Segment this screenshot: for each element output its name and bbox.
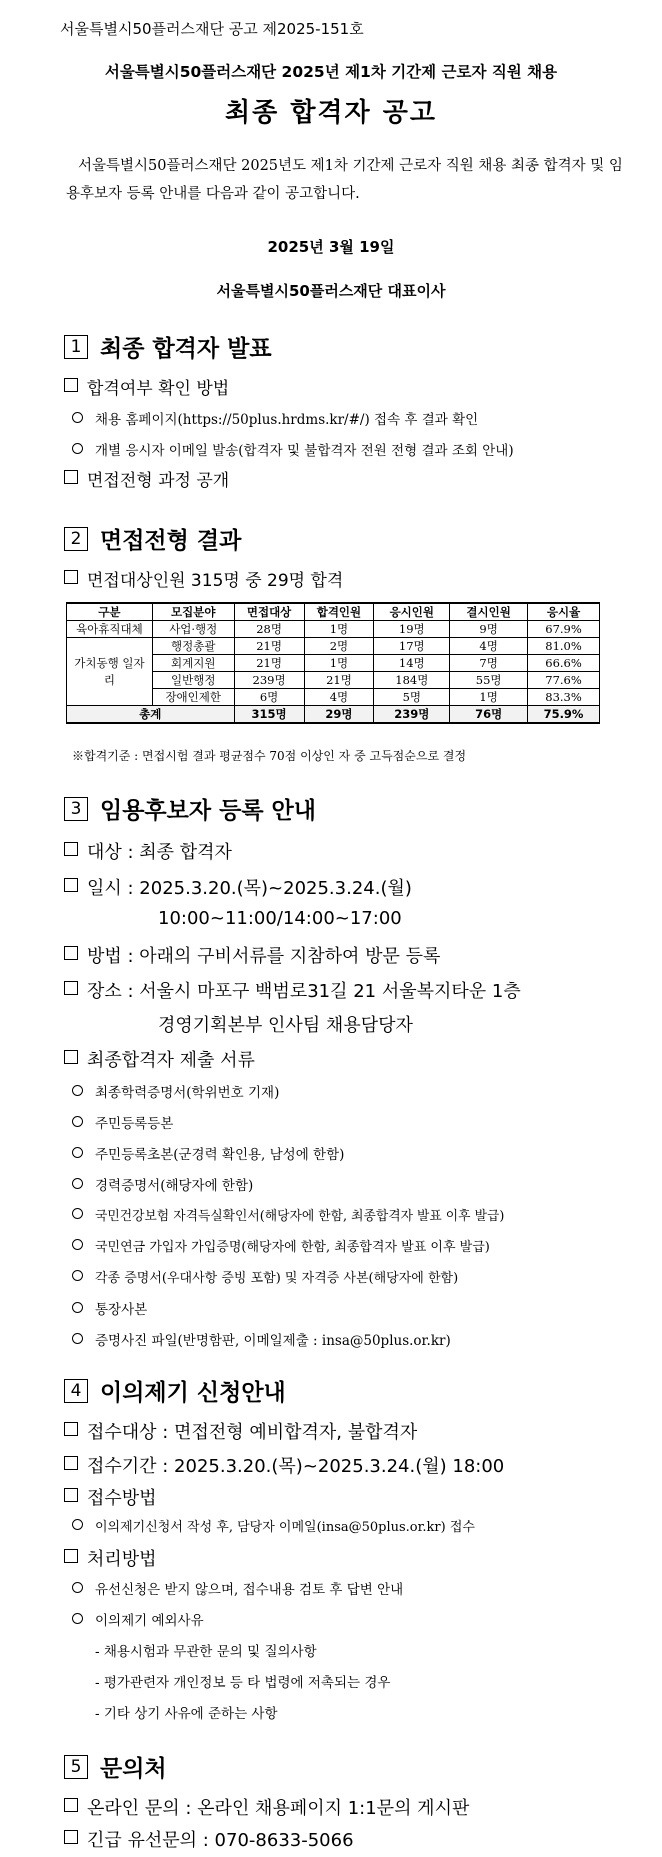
checkbox-icon: [64, 878, 78, 892]
table-header-cell: 구분: [67, 603, 153, 621]
section3-target: 대상 : 최종 합격자: [64, 838, 232, 864]
group-label: 육아휴직대체: [67, 621, 153, 638]
pass-criteria-note: ※합격기준 : 면접시험 결과 평균점수 70점 이상인 자 중 고득점순으로 결정: [72, 749, 467, 763]
section5-heading: [64, 1750, 167, 1783]
exception-item: - 기타 상기 사유에 준하는 사항: [95, 1706, 278, 1722]
section1-sub2: 개별 응시자 이메일 발송(합격자 및 불합격자 전원 전형 결과 조회 안내): [72, 439, 514, 459]
section2-item1: 면접대상인원 315명 중 29명 합격: [64, 566, 343, 591]
signer: 서울특별시50플러스재단 대표이사: [216, 282, 446, 300]
notice-number: 서울특별시50플러스재단 공고 제2025-151호: [60, 20, 364, 38]
section3-heading: [64, 792, 316, 825]
checkbox-icon: [64, 1549, 78, 1563]
doc-item: 국민연금 가입자 가입증명(해당자에 한함, 최종합격자 발표 이후 발급): [72, 1236, 490, 1255]
section4-process-sub2: 이의제기 예외사유: [72, 1609, 204, 1629]
section1-item2: 면접전형 과정 공개: [64, 466, 229, 491]
exception-item: - 채용시험과 무관한 문의 및 질의사항: [95, 1644, 317, 1660]
table-header-cell: 응시인원: [374, 603, 450, 621]
table-header-cell: 결시인원: [450, 603, 528, 621]
intro-text: 서울특별시50플러스재단 2025년도 제1차 기간제 근로자 직원 채용 최종 합격자 및 임용후보자 등록 안내를 다음과 같이 공고합니다.: [66, 158, 623, 202]
doc-item: 주민등록초본(군경력 확인용, 남성에 한함): [72, 1143, 344, 1163]
checkbox-icon: [64, 981, 78, 995]
doc-item: 주민등록등본: [72, 1112, 173, 1132]
checkbox-icon: [64, 570, 78, 584]
checkbox-icon: [64, 1050, 78, 1064]
section-title: 최종 합격자 발표: [100, 336, 272, 362]
circle-bullet-icon: [72, 1582, 83, 1593]
circle-bullet-icon: [72, 412, 83, 423]
table-header-cell: 합격인원: [304, 603, 374, 621]
checkbox-icon: [64, 946, 78, 960]
section-number: 3: [64, 797, 88, 821]
table-header-cell: 응시율: [528, 603, 600, 621]
section-number: 4: [64, 1379, 88, 1403]
table-row: 장애인제한 6명 4명 5명 1명 83.3%: [67, 689, 600, 706]
circle-bullet-icon: [72, 1613, 83, 1624]
checkbox-icon: [64, 1488, 78, 1502]
checkbox-icon: [64, 1830, 78, 1844]
section4-period: 접수기간 : 2025.3.20.(목)~2025.3.24.(월) 18:00: [64, 1452, 504, 1478]
section3-method: 방법 : 아래의 구비서류를 지참하여 방문 등록: [64, 942, 440, 968]
title-line1: 서울특별시50플러스재단 2025년 제1차 기간제 근로자 직원 채용: [104, 63, 558, 81]
circle-bullet-icon: [72, 1085, 83, 1096]
table-row: 가치동행 일자리 행정총괄 21명 2명 17명 4명 81.0%: [67, 638, 600, 655]
checkbox-icon: [64, 470, 78, 484]
table-row: 회계지원 21명 1명 14명 7명 66.6%: [67, 655, 600, 672]
section-number: 5: [64, 1755, 88, 1779]
table-header-row: [67, 603, 600, 621]
section4-method-title: 접수방법: [64, 1484, 157, 1510]
circle-bullet-icon: [72, 1147, 83, 1158]
table-header-cell: 모집분야: [152, 603, 234, 621]
section-title: 이의제기 신청안내: [100, 1380, 286, 1406]
section4-process-title: 처리방법: [64, 1545, 157, 1571]
section4-target: 접수대상 : 면접전형 예비합격자, 불합격자: [64, 1418, 417, 1444]
section3-place: 장소 : 서울시 마포구 백범로31길 21 서울복지타운 1층: [64, 977, 521, 1003]
table-row: 육아휴직대체 사업·행정 28명 1명 19명 9명 67.9%: [67, 621, 600, 638]
section3-docs-title: 최종합격자 제출 서류: [64, 1046, 255, 1072]
interview-result-table: [66, 602, 600, 724]
exception-item: - 평가관련자 개인정보 등 타 법령에 저촉되는 경우: [95, 1675, 391, 1691]
doc-item: 각종 증명서(우대사항 증빙 포함) 및 자격증 사본(해당자에 한함): [72, 1267, 458, 1286]
section3-when: 일시 : 2025.3.20.(목)~2025.3.24.(월): [64, 874, 412, 900]
notice-date: 2025년 3월 19일: [267, 238, 395, 256]
circle-bullet-icon: [72, 1270, 83, 1281]
section-number: 1: [64, 335, 88, 359]
circle-bullet-icon: [72, 1519, 83, 1530]
circle-bullet-icon: [72, 1333, 83, 1344]
section3-place-detail: 경영기획본부 인사팀 채용담당자: [158, 1015, 413, 1036]
table-header-cell: 면접대상: [234, 603, 304, 621]
checkbox-icon: [64, 1798, 78, 1812]
checkbox-icon: [64, 842, 78, 856]
checkbox-icon: [64, 1422, 78, 1436]
section-title: 임용후보자 등록 안내: [100, 798, 316, 824]
section2-heading: [64, 522, 241, 555]
checkbox-icon: [64, 378, 78, 392]
doc-item: 경력증명서(해당자에 한함): [72, 1174, 253, 1194]
section1-sub1: 채용 홈페이지(https://50plus.hrdms.kr/#/) 접속 후 결과 확인: [72, 408, 478, 428]
circle-bullet-icon: [72, 443, 83, 454]
doc-item: 증명사진 파일(반명함판, 이메일제출 : insa@50plus.or.kr): [72, 1329, 451, 1349]
group-label: 가치동행 일자리: [67, 638, 153, 706]
total-label: 총계: [67, 706, 235, 724]
section-title: 문의처: [100, 1756, 167, 1782]
table-total-row: 총계 315명 29명 239명 76명 75.9%: [67, 706, 600, 724]
section-title: 면접전형 결과: [100, 528, 242, 554]
section1-item1: 합격여부 확인 방법: [64, 374, 229, 399]
section-number: 2: [64, 527, 88, 551]
section4-process-sub1: 유선신청은 받지 않으며, 접수내용 검토 후 답변 안내: [72, 1578, 403, 1598]
doc-item: 국민건강보험 자격득실확인서(해당자에 한함, 최종합격자 발표 이후 발급): [72, 1205, 504, 1224]
section4-heading: [64, 1374, 286, 1407]
circle-bullet-icon: [72, 1208, 83, 1219]
circle-bullet-icon: [72, 1302, 83, 1313]
section4-method-sub: 이의제기신청서 작성 후, 담당자 이메일(insa@50plus.or.kr) 접수: [72, 1516, 475, 1535]
doc-item: 통장사본: [72, 1298, 147, 1318]
contact-phone: 긴급 유선문의 : 070-8633-5066: [64, 1826, 354, 1852]
circle-bullet-icon: [72, 1116, 83, 1127]
table-row: 일반행정 239명 21명 184명 55명 77.6%: [67, 672, 600, 689]
section3-when-time: 10:00~11:00/14:00~17:00: [158, 908, 402, 929]
circle-bullet-icon: [72, 1239, 83, 1250]
contact-online: 온라인 문의 : 온라인 채용페이지 1:1문의 게시판: [64, 1794, 469, 1820]
doc-item: 최종학력증명서(학위번호 기재): [72, 1081, 279, 1101]
circle-bullet-icon: [72, 1178, 83, 1189]
page-title: 최종 합격자 공고: [225, 98, 437, 128]
section1-heading: [64, 330, 272, 363]
checkbox-icon: [64, 1456, 78, 1470]
